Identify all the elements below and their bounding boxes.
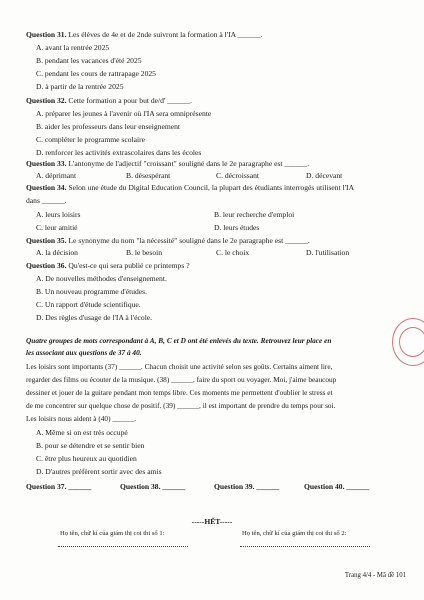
instruction-line-1: Quatre groupes de mots correspondant à A, B, C et D ont été enlevés du texte. Retrouvez leur place en (26, 336, 332, 345)
question-stem-cont: dans ______. (26, 196, 67, 205)
option-c: C. décroissant (216, 171, 260, 180)
answer-40[interactable]: Question 40. ______ (304, 482, 370, 491)
option-b: B. désespérant (126, 171, 171, 180)
option-b: B. leur recherche d'emploi (214, 210, 295, 219)
passage-line: de me concentrer sur quelque chose de positif. (39) ______, il est important de prendre du temps pour soi. (26, 401, 336, 410)
question-number: Question 31. (26, 30, 67, 39)
option-a: A. avant la rentrée 2025 (36, 43, 110, 52)
option-a: A. déprimant (36, 171, 77, 180)
option-c: C. leur amitié (36, 223, 78, 232)
end-marker: -----HẾT----- (191, 517, 233, 526)
invigilator-1-label: Họ tên, chữ kí của giám thị coi thi số 1: (60, 530, 165, 537)
option-a: A. leurs loisirs (36, 210, 81, 219)
invigilator-2-label: Họ tên, chữ kí của giám thị coi thi số 2: (242, 530, 347, 537)
option-b: B. Un nouveau programme d'études. (36, 287, 148, 296)
match-option-a: A. Même si on est très occupé (36, 428, 128, 437)
option-b: B. aider les professeurs dans leur enseignement (36, 122, 181, 131)
option-d: D. l'utilisation (306, 248, 350, 257)
option-c: C. le choix (216, 248, 250, 257)
question-number: Question 36. (26, 261, 67, 270)
option-c: C. Un rapport d'étude scientifique. (36, 300, 141, 309)
option-a: A. la décision (36, 248, 78, 257)
question-stem: L'antonyme de l'adjectif "croissant" souligné dans le 2e paragraphe est ______. (68, 159, 310, 168)
instruction-line-2: les associant aux questions de 37 à 40. (26, 348, 142, 357)
option-b: B. le besoin (126, 248, 163, 257)
match-option-c: C. être plus heureux au quotidien (36, 454, 137, 463)
answer-37[interactable]: Question 37. ______ (26, 482, 92, 491)
option-a: A. préparer les jeunes à l'avenir où l'IA sera omniprésente (36, 109, 212, 118)
question-36 (26, 261, 190, 270)
option-c: C. pendant les cours de rattrapage 2025 (36, 69, 156, 78)
answer-39[interactable]: Question 39. ______ (214, 482, 280, 491)
passage-line: dessiner et jouer de la guitare pendant mon temps libre. Ces moments me permettent d'oublier le stress et (26, 388, 333, 397)
question-number: Question 32. (26, 96, 67, 105)
question-stem: Cette formation a pour but de/d' ______. (68, 96, 192, 105)
option-d: D. décevant (306, 171, 343, 180)
question-31 (26, 30, 262, 39)
option-c: C. compléter le programme scolaire (36, 135, 146, 144)
question-stem: Les élèves de 4e et de 2nde suivront la formation à l'IA ______. (68, 30, 263, 39)
match-option-d: D. D'autres préfèrent sortir avec des amis (36, 467, 162, 476)
question-stem: Le synonyme du nom "la nécessité" souligné dans le 2e paragraphe est ______. (68, 236, 310, 245)
answer-38[interactable]: Question 38. ______ (120, 482, 186, 491)
question-number: Question 34. (26, 183, 67, 192)
question-number: Question 33. (26, 159, 67, 168)
question-stem: Selon une étude du Digital Education Council, la plupart des étudiants interrogés utilisent l'IA (68, 183, 355, 192)
option-a: A. De nouvelles méthodes d'enseignement. (36, 274, 167, 283)
question-number: Question 35. (26, 236, 67, 245)
option-d: D. à partir de la rentrée 2025 (36, 82, 124, 91)
question-32 (26, 96, 192, 105)
question-35 (26, 236, 310, 245)
passage-line: regarder des films ou écouter de la musique. (38) ______, faire du sport ou voyager. Moi, j'aime beaucoup (26, 375, 337, 384)
signature-line-2 (240, 546, 370, 547)
question-34 (26, 183, 354, 192)
option-d: D. renforcer les activités extrascolaires dans les écoles (36, 148, 202, 157)
signature-line-1 (58, 546, 188, 547)
match-option-b: B. pour se détendre et se sentir bien (36, 441, 145, 450)
passage-line: Les loisirs sont importants (37) ______. Chacun choisit une activité selon ses goûts. Certains aiment lire, (26, 362, 333, 371)
question-33 (26, 159, 309, 168)
page-footer: Trang 4/4 - Mã đề 101 (344, 572, 406, 579)
option-d: D. leurs études (214, 223, 260, 232)
option-b: B. pendant les vacances d'été 2025 (36, 56, 142, 65)
passage-line: Les loisirs nous aident à (40) ______. (26, 414, 137, 423)
option-d: D. Des règles d'usage de l'IA à l'école. (36, 313, 153, 322)
question-stem: Qu'est-ce qui sera publié ce printemps ? (68, 261, 190, 270)
official-stamp-icon (392, 318, 424, 366)
